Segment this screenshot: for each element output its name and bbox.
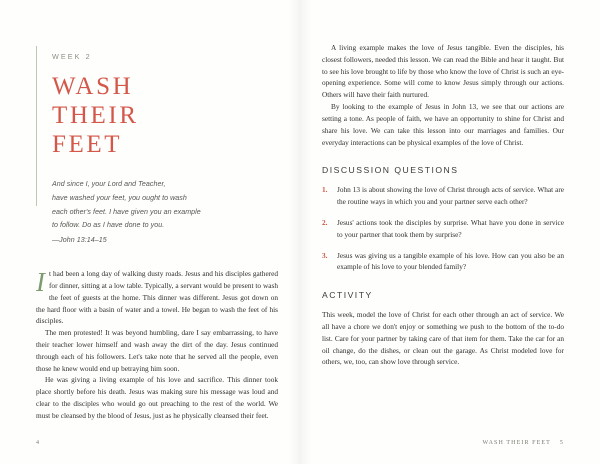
- title-line-1: WASH: [52, 73, 134, 100]
- activity-paragraph: This week, model the love of Christ for each other through an act of service. We all have a chore we don't enjoy or something we push to the bottom of the to-do list. Care for your partner by taking care of that item for them. Take the car for an oil change, do the dishes, or clean out the garage. As Christ modeled love for others, we, too, can show love through service.: [322, 310, 564, 367]
- title-line-3: FEET: [52, 131, 123, 158]
- left-page-footer: [36, 440, 40, 446]
- left-body-column: [36, 268, 278, 422]
- week-label: WEEK 2: [52, 52, 92, 61]
- question-number: 2.: [322, 217, 328, 227]
- body-paragraph-text: t had been a long day of walking dusty roads. Jesus and his disciples gathered for dinner, sitting at a low table. Typically, a servant would be present to wash the feet of guests at the home. This dinner was different. Jesus got down on the hard floor with a basin of water and a towel. He began to wash the feet of his disciples.: [36, 269, 278, 326]
- folio-number: 5: [559, 440, 564, 446]
- epigraph-line-4: to follow. Do as I have done to you.: [52, 221, 165, 230]
- epigraph-line-1: And since I, your Lord and Teacher,: [52, 180, 166, 188]
- right-page-footer: [483, 440, 565, 446]
- question-number: 1.: [322, 185, 328, 195]
- running-head: WASH THEIR FEET: [482, 440, 551, 446]
- question-number: 3.: [322, 250, 328, 260]
- question-text: Jesus' actions took the disciples by surprise. What have you done in service to your partner that took them by surprise?: [337, 217, 564, 239]
- list-item: [322, 184, 564, 208]
- folio-number: 4: [36, 440, 41, 446]
- page-title: [52, 72, 278, 159]
- epigraph-line-3: each other's feet. I have given you an example: [52, 207, 201, 216]
- list-item: [322, 250, 564, 274]
- body-paragraph: By looking to the example of Jesus in John 13, we see that our actions are setting a tone. As people of faith, we have an opportunity to shine for Christ and share his love. We can take this lesson into our marriages and families. Our everyday interactions can be physical examples of the love of Christ.: [322, 102, 564, 147]
- discussion-questions-heading: DISCUSSION QUESTIONS: [322, 165, 459, 176]
- question-text: Jesus was giving us a tangible example of his love. How can you also be an example of his love to your blended family?: [337, 250, 564, 272]
- body-paragraph: A living example makes the love of Jesus tangible. Even the disciples, his closest followers, needed this lesson. We can read the Bible and hear it taught. But to see his love brought to life by those who know the love of Christ is such an eye-opening experience. Some will come to know Jesus simply through our actions. Others will have their faith nurtured.: [322, 43, 564, 100]
- header-vertical-rule: [36, 46, 37, 206]
- discussion-questions-list: [322, 184, 564, 273]
- right-page: [300, 0, 600, 464]
- chapter-header: [36, 52, 278, 248]
- epigraph-line-2: have washed your feet, you ought to wash: [52, 193, 187, 202]
- title-line-2: THEIR: [52, 102, 139, 129]
- body-paragraph: He was giving a living example of his love and sacrifice. This dinner took place shortly before his death. Jesus was making sure his message was loud and clear to the disciples who would go out preaching to the rest of the world. We must be cleansed by the blood of Jesus, just as he physically cleansed their feet.: [36, 375, 278, 420]
- epigraph-citation: —John 13:14–15: [52, 236, 107, 245]
- body-paragraph: The men protested! It was beyond humbling, dare I say embarrassing, to have their teacher lower himself and wash away the dirt of the day. Jesus continued through each of his followers. Let's take note that he served all the people, even those he knew would end up betraying him soon.: [36, 328, 278, 373]
- list-item: [322, 217, 564, 241]
- activity-heading: ACTIVITY: [322, 290, 373, 301]
- drop-cap: I: [36, 267, 45, 298]
- body-paragraph: [36, 268, 278, 327]
- scripture-epigraph: [52, 178, 278, 248]
- question-text: John 13 is about showing the love of Christ through acts of service. What are the routine ways in which you and your partner serve each other?: [337, 185, 564, 207]
